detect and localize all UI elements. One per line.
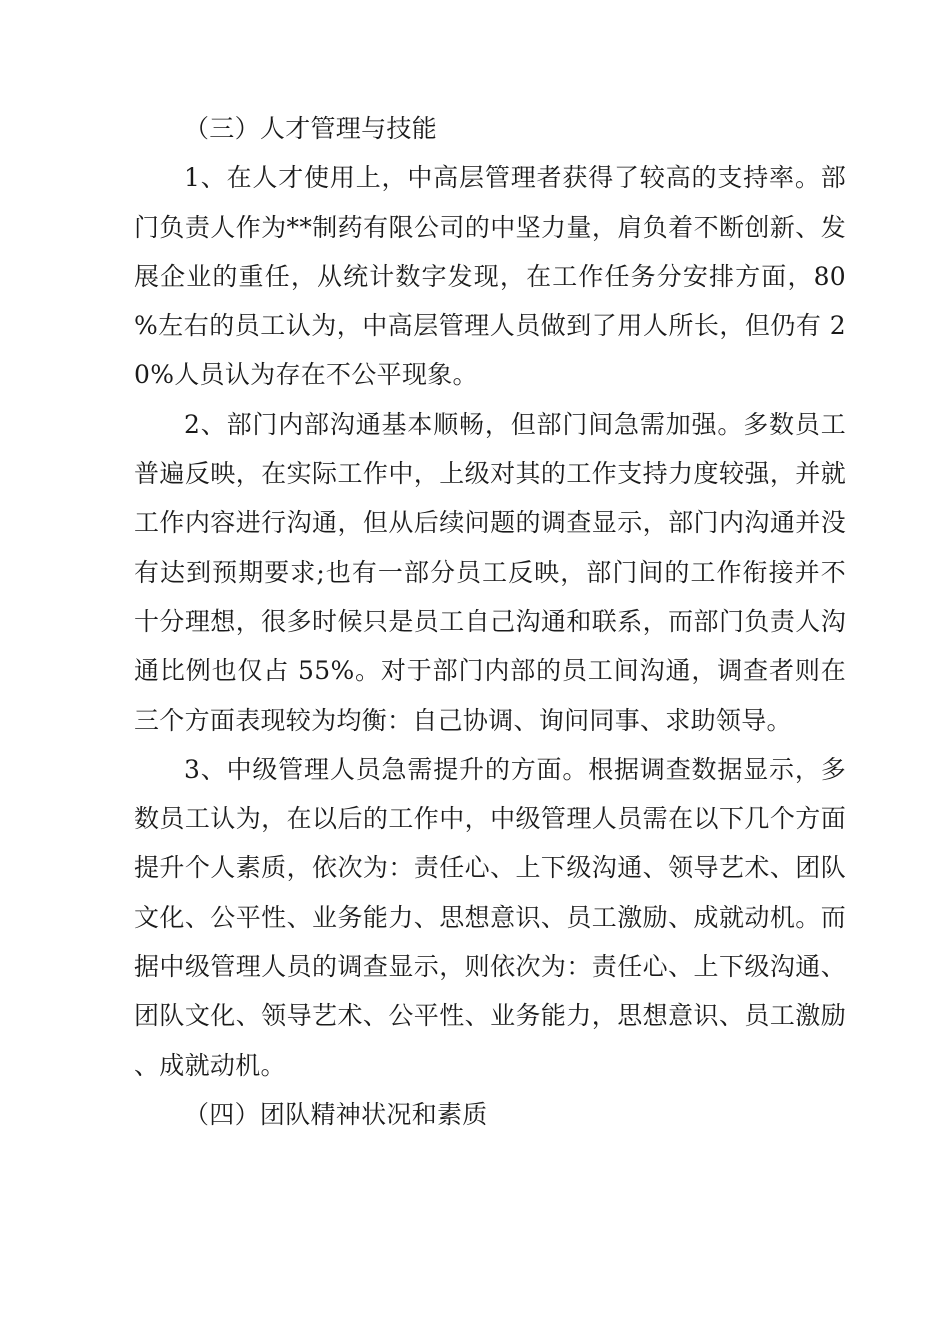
section-heading-4: （四）团队精神状况和素质: [184, 1099, 488, 1129]
paragraph-2: 2、部门内部沟通基本顺畅，但部门间急需加强。多数员工普遍反映，在实际工作中，上级对其的工作支持力度较强，并就工作内容进行沟通，但从后续问题的调查显示，部门内沟通并没有达到预期要求;也有一部分员工反映，部门间的工作衔接并不十分理想，很多时候只是员工自己沟通和联系，而部门负责人沟通比例也仅占 55%。对于部门内部的员工间沟通，调查者则在三个方面表现较为均衡：自己协调、询问同事、求助领导。: [134, 409, 846, 735]
paragraph-1: 1、在人才使用上，中高层管理者获得了较高的支持率。部门负责人作为**制药有限公司的中坚力量，肩负着不断创新、发展企业的重任，从统计数字发现，在工作任务分安排方面，80%左右的员工认为，中高层管理人员做到了用人所长，但仍有 20%人员认为存在不公平现象。: [134, 163, 846, 390]
document-body: [134, 104, 846, 1139]
section-heading-3: （三）人才管理与技能: [184, 114, 438, 143]
paragraph-3: 3、中级管理人员急需提升的方面。根据调查数据显示，多数员工认为，在以后的工作中，中级管理人员需在以下几个方面提升个人素质，依次为：责任心、上下级沟通、领导艺术、团队文化、公平性、业务能力、思想意识、员工激励、成就动机。而据中级管理人员的调查显示，则依次为：责任心、上下级沟通、团队文化、领导艺术、公平性、业务能力，思想意识、员工激励、成就动机。: [134, 754, 846, 1080]
